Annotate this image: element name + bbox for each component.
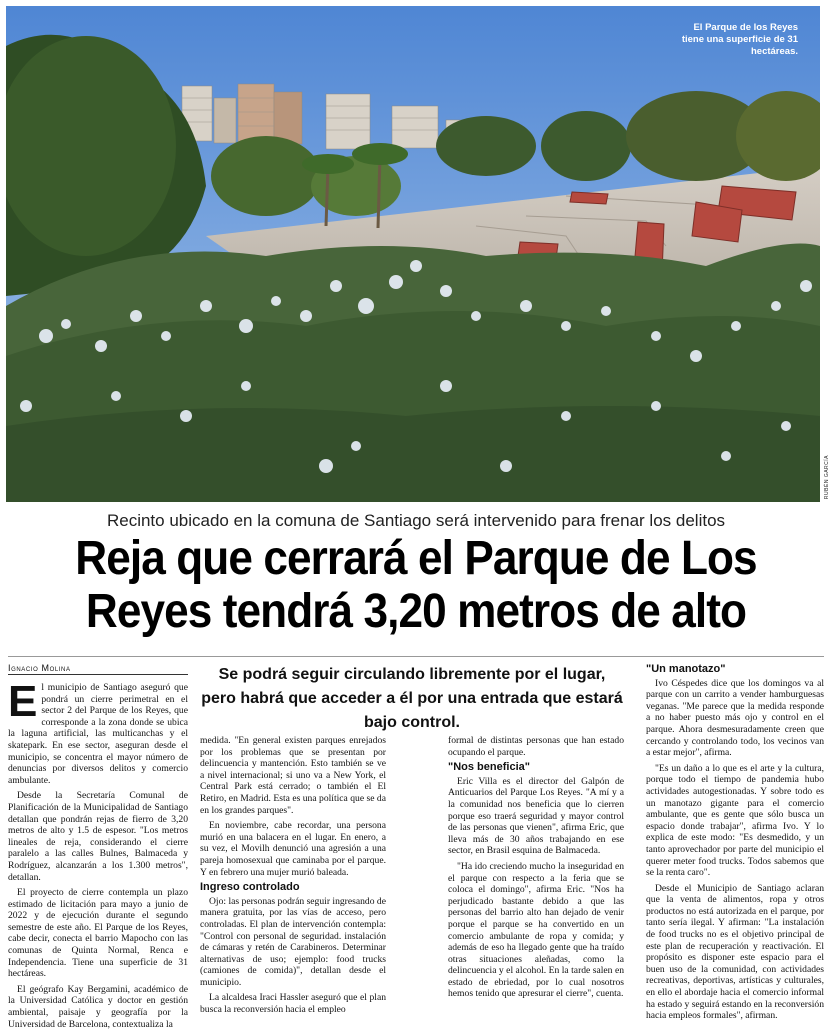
paragraph: En noviembre, cabe recordar, una persona murió en una balacera en el lugar. En enero, a su vez, el Movilh denunció una agresión a una pareja homosexual que caminaba por el parque. Y en febrero una mujer murió baleada. xyxy=(200,820,386,878)
section-heading: "Un manotazo" xyxy=(646,663,726,675)
paragraph: Ojo: las personas podrán seguir ingresando de manera gratuita, por las vías de acceso, pero controladas. El plan de intervención contempla: "Control con personal de seguridad. instalación de cámaras y retén de Carabineros. Determinar alternativas de uso; ejemplo: food trucks (camiones de comida)", detallan desde el municipio. xyxy=(200,895,386,988)
drop-cap: E xyxy=(8,677,38,726)
section-heading: Ingreso controlado xyxy=(200,881,300,894)
section-heading: "Nos beneficia" xyxy=(448,761,530,774)
column-2 xyxy=(200,735,386,1020)
article-headline xyxy=(52,532,781,638)
paragraph: Desde la Secretaría Comunal de Planificación de la Municipalidad de Santiago detallan que pondrán rejas de fierro de 3,20 metros de alto y 1.5 de espesor. "Los metros lineales de reja, considerando el cierre paralelo a las calles Bulnes, Balmaceda y Rodríguez, alcanzarán a los 1.300 metros", detallan. xyxy=(8,790,188,883)
lead-paragraph xyxy=(8,677,188,786)
park-photo xyxy=(6,6,820,502)
paragraph: Ivo Céspedes dice que los domingos va al parque con un carrito a vender hamburguesas veganas. "Me parece que la medida responde a no haber puesto más ojo y control en el parque. Ahora desmesuradamente creen que cercando y controlando todo, los vecinos van a estar mejor", afirma. xyxy=(646,677,824,759)
paragraph: El geógrafo Kay Bergamini, académico de la Universidad Católica y doctor en gestión ambiental, paisaje y geografía por la Universidad de Barcelona, contextualiza la xyxy=(8,983,188,1030)
paragraph: "Es un daño a lo que es el arte y la cultura, porque todo el tiempo de pandemia hubo actividades autogestionadas. Y sobre todo es un manotazo gigante para el comercio ambulante, que es gente que sólo busca un espacio donde trabajar", afirma Ivo. Y lo explica de este modo: "Es desmedido, y un tanto aprovechador por parte del municipio el querer meter food trucks. Todos sabemos que se la renta caro". xyxy=(646,762,824,879)
column-3 xyxy=(448,735,624,1004)
byline-divider xyxy=(8,674,188,675)
photo-caption: El Parque de los Reyes tiene una superficie de 31 hectáreas. xyxy=(681,22,798,57)
article-subhead: Se podrá seguir circulando libremente por el lugar, pero habrá que acceder a él por una entrada que estará bajo control. xyxy=(201,666,623,731)
headline-line-1: Reja que cerrará el Parque de Los xyxy=(75,532,757,585)
paragraph: Desde el Municipio de Santiago aclaran que la venta de alimentos, ropa y otros productos no está autorizada en el parque, por tanto sería ilegal. Y afirman: "La instalación de food trucks no es el objetivo principal de este plan de recuperación y reactivación. El propósito es disponer este espacio para el buen uso de la comunidad, con actividades recreativas, deportivas, artísticas y culturales, en ello el abordaje hacia el comercio informal ha estado y seguirá estando en la reconversión hacia empleos formales", afirman. xyxy=(646,882,824,1022)
park-photo-illustration xyxy=(6,6,820,502)
paragraph: La alcaldesa Iraci Hassler aseguró que el plan busca la reconversión hacia el empleo xyxy=(200,992,386,1016)
paragraph-text: l municipio de Santiago aseguró que pondrá un cierre perimetral en el sector 2 del Parque de los Reyes, que corresponde a la zona donde se ubica la laguna artificial, las multicanchas y el skatepark. En ese sector, aseguran desde el municipio, se concentra el mayor número de denuncias por diversos delitos y comercio ambulante. xyxy=(8,682,188,786)
headline-line-2: Reyes tendrá 3,20 metros de alto xyxy=(85,585,747,638)
paragraph: "Ha ido creciendo mucho la inseguridad en el parque con respecto a la feria que se coloca el domingo", afirma Eric. "Nos ha perjudicado bastante debido a que las personas del barrio alto han dejado de venir porque el parque se ha convertido en un comercio ambulante de ropa y comida; y además de eso ha llegado gente que ha traído otras situaciones aleñadas, como la delincuencia y el alcohol. En la tarde salen en estado de ebriedad, por lo cual nosotros hemos tenido que apresurar el cierre", cuenta. xyxy=(448,860,624,1000)
column-4 xyxy=(646,663,824,1026)
article-kicker: Recinto ubicado en la comuna de Santiago será intervenido para frenar los delitos xyxy=(106,511,726,530)
paragraph: Eric Villa es el director del Galpón de Anticuarios del Parque Los Reyes. "A mí y a la comunidad nos beneficia que lo cierren porque eso traerá seguridad y mayor control de las personas que vienen", afirma Eric, que lleva más de 30 años trabajando en ese sector, en Brasil esquina de Balmaceda. xyxy=(448,775,624,857)
paragraph: medida. "En general existen parques enrejados por los problemas que se presentan por delincuencia y mantención. Esto también se ve a nivel internacional; si uno va a New York, el Central Park está cerrado; o también el El Retiro, en Madrid. Esta es una política que se da en los grandes parques". xyxy=(200,735,386,816)
photo-credit: RUBÉN GARCÍA xyxy=(824,455,830,500)
column-1 xyxy=(8,677,188,1034)
byline: Ignacio Molina xyxy=(8,663,71,673)
paragraph: formal de distintas personas que han estado ocupando el parque. xyxy=(448,735,624,758)
headline-rule xyxy=(8,656,824,657)
paragraph: El proyecto de cierre contempla un plazo estimado de licitación para mayo a junio de 2022 y de ejecución durante el segundo semestre de este año. El Parque de los Reyes, cabe decir, conecta el barrio Mapocho con las comunas de Quinta Normal, Renca e Independencia. Tiene una superficie de 31 hectáreas. xyxy=(8,887,188,980)
